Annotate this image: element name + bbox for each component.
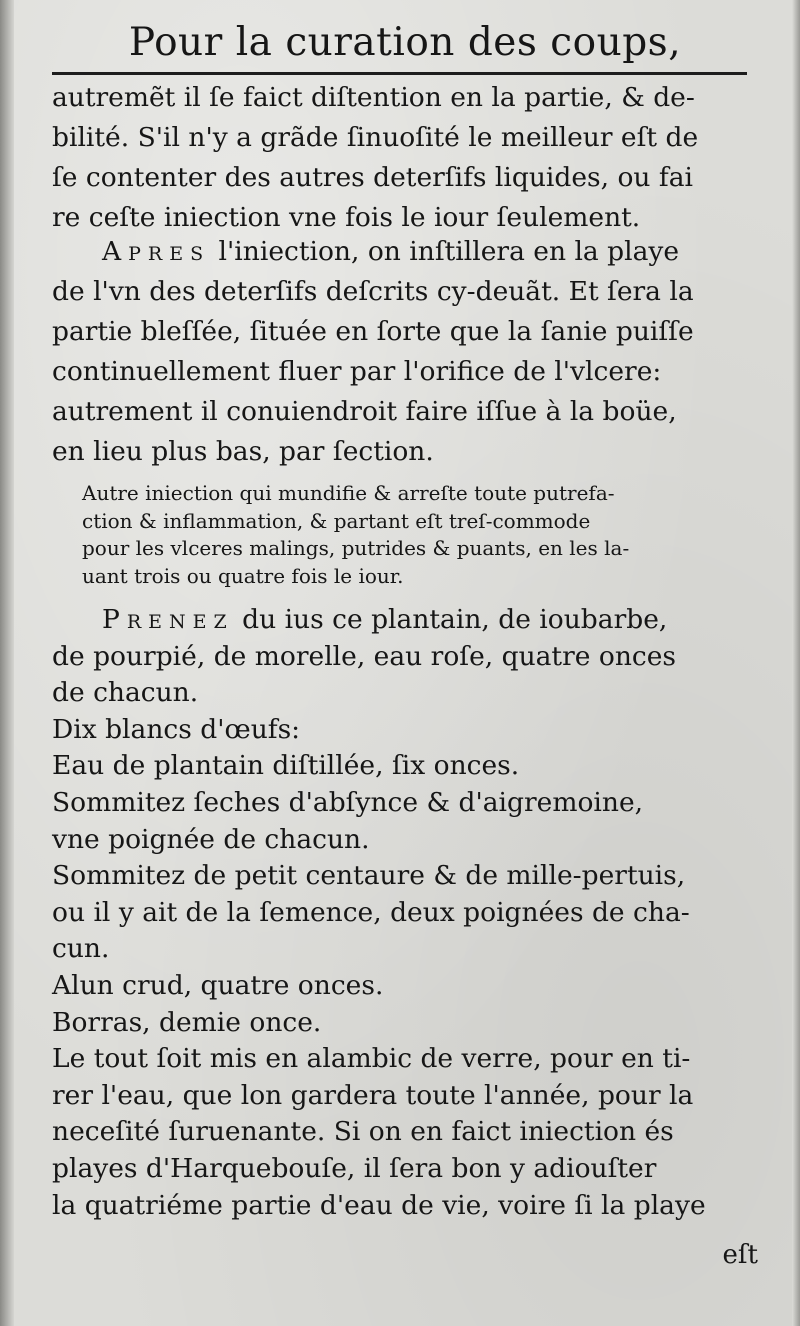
text-line: ſe contenter des autres deterſifs liquides, ou fai <box>52 162 693 193</box>
text-line: Borras, demie once. <box>52 1006 322 1038</box>
heading-line: uant trois ou quatre fois le iour. <box>82 563 404 588</box>
text-line: ou il y ait de la ſemence, deux poignées de cha- <box>52 896 690 928</box>
section-heading <box>82 480 762 590</box>
text-line: en lieu plus bas, par ſection. <box>52 436 434 467</box>
paragraph-lead-word: Apres <box>102 236 211 267</box>
text-line: bilité. S'il n'y a grãde ſinuoſité le meilleur eſt de <box>52 122 699 153</box>
text-line: Alun crud, quatre onces. <box>52 969 384 1001</box>
recipe-first-line <box>52 602 762 639</box>
heading-line: pour les vlceres malings, putrides & puants, en les la- <box>82 536 630 560</box>
text-line: re ceſte iniection vne fois le iour ſeulement. <box>52 202 641 233</box>
recipe-text <box>52 602 762 1224</box>
text-line: rer l'eau, que lon gardera toute l'année, pour la <box>52 1079 694 1111</box>
text-line: de pourpié, de morelle, eau roſe, quatre onces <box>52 640 677 672</box>
text-line: vne poignée de chacun. <box>52 823 370 855</box>
heading-line: Autre iniection qui mundifie & arreſte toute putrefa- <box>82 481 615 505</box>
text-line: Sommitez de petit centaure & de mille-pertuis, <box>52 860 686 892</box>
paragraph-1 <box>52 78 762 238</box>
text-line: Sommitez ſeches d'abſynce & d'aigremoine, <box>52 786 644 818</box>
text-fragment: l'iniection, on inſtillera en la playe <box>210 236 680 267</box>
text-line: partie bleſſée, ſituée en ſorte que la ſanie puiſſe <box>52 316 694 347</box>
text-line: de l'vn des deterſifs deſcrits cy-deuãt. Et ſera la <box>52 276 694 307</box>
text-line: neceſité ſuruenante. Si on en faict iniection és <box>52 1116 674 1148</box>
text-line: Eau de plantain diſtillée, ſix onces. <box>52 750 520 782</box>
paragraph-2-first-line <box>52 232 762 272</box>
page-right-edge <box>792 0 800 1326</box>
catchword: eſt <box>722 1240 758 1270</box>
text-line: autremẽt il ſe faict diſtention en la partie, & de- <box>52 82 695 113</box>
text-line: cun. <box>52 933 110 965</box>
recipe-lead-word: Prenez <box>102 604 234 635</box>
text-line: la quatriéme partie d'eau de vie, voire ſi la playe <box>52 1189 706 1221</box>
text-line: continuellement fluer par l'orifice de l'vlcere: <box>52 356 662 387</box>
heading-line: ction & inflammation, & partant eſt treſ-commode <box>82 508 591 533</box>
page-left-edge <box>0 0 14 1326</box>
header-rule <box>52 72 747 75</box>
text-line: de chacun. <box>52 677 199 709</box>
text-line: Dix blancs d'œufs: <box>52 713 301 745</box>
running-head: Pour la curation des coups, <box>128 20 682 65</box>
paragraph-2 <box>52 232 762 472</box>
text-line: autrement il conuiendroit faire iſſue à la boüe, <box>52 396 677 427</box>
text-line: Le tout ſoit mis en alambic de verre, pour en ti- <box>52 1043 691 1075</box>
text-line: playes d'Harquebouſe, il ſera bon y adiouſter <box>52 1152 657 1184</box>
text-fragment: du ius ce plantain, de ioubarbe, <box>233 604 668 635</box>
